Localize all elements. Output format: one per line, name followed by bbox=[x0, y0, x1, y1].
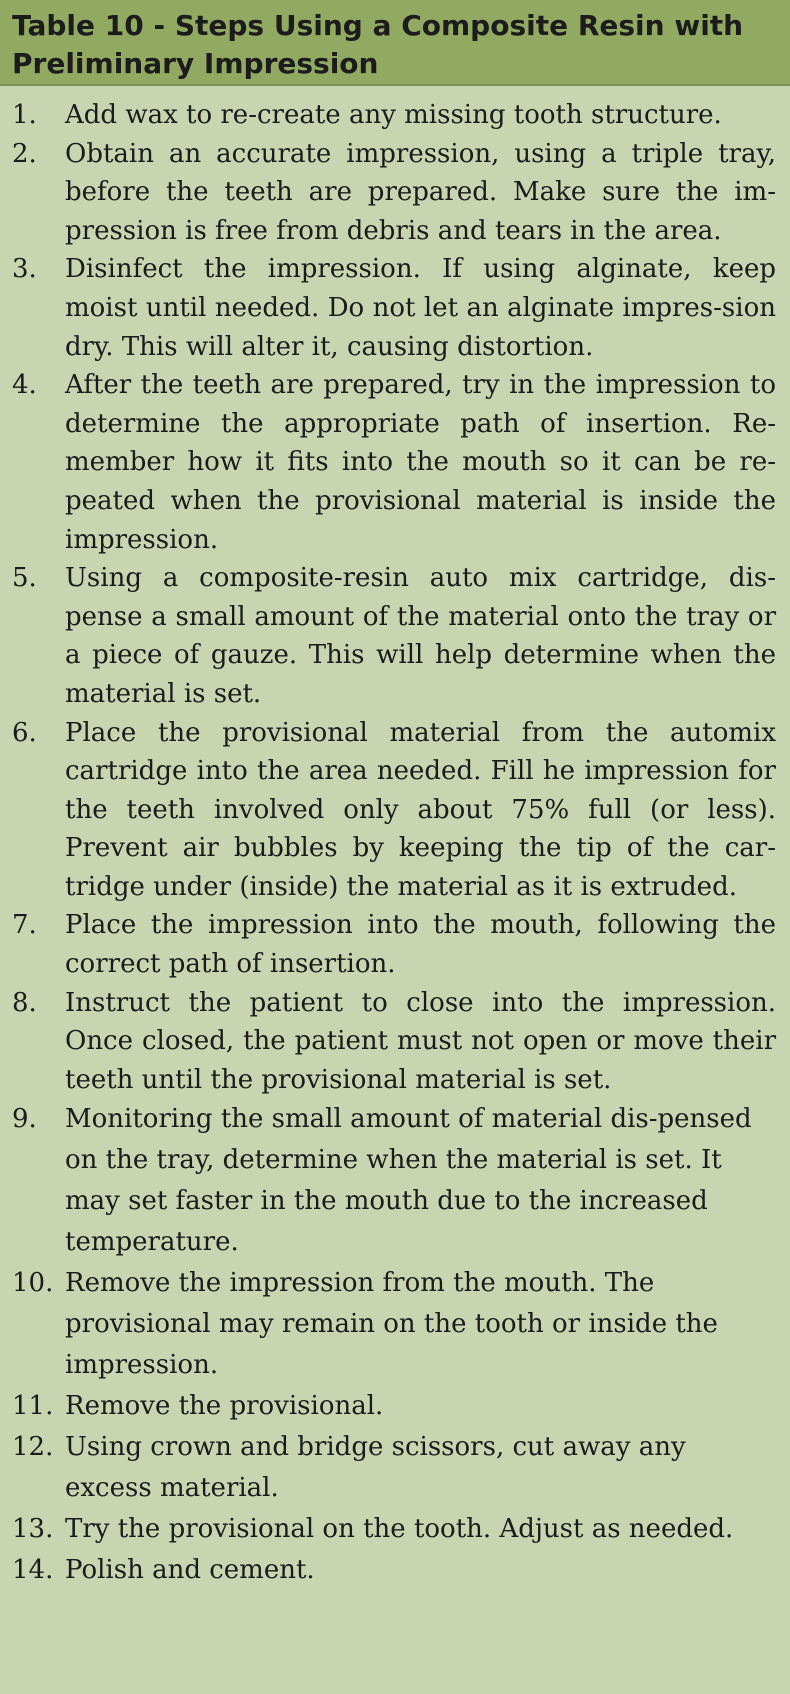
step-number: 8. bbox=[12, 987, 37, 1018]
step-text: Place the provisional material from the automix cartridge into the area needed. Fill he impression for the teeth involved only about 75% full (or less). Prevent air bubbles by keeping the tip of the car-tridge under (inside) the material as it is extruded. bbox=[65, 717, 776, 902]
step-text: Remove the impression from the mouth. The provisional may remain on the tooth or inside the impression. bbox=[65, 1268, 718, 1381]
table-header bbox=[0, 0, 790, 86]
table-title bbox=[12, 7, 778, 83]
table-title-line-1: Table 10 - Steps Using a Composite Resin with bbox=[12, 9, 744, 42]
step-text: Place the impression into the mouth, following the correct path of insertion. bbox=[65, 910, 776, 980]
table-title-line-2: Preliminary Impression bbox=[12, 47, 379, 80]
step-number: 11. bbox=[12, 1391, 54, 1422]
step-item bbox=[12, 1550, 778, 1591]
step-item bbox=[12, 96, 778, 135]
steps-list bbox=[0, 86, 790, 1591]
step-number: 2. bbox=[12, 138, 37, 169]
step-number: 6. bbox=[12, 717, 37, 748]
step-item bbox=[12, 1509, 778, 1550]
step-number: 1. bbox=[12, 100, 37, 130]
step-number: 13. bbox=[12, 1514, 54, 1545]
step-item bbox=[12, 1099, 778, 1263]
step-item bbox=[12, 1386, 778, 1427]
step-item bbox=[12, 135, 778, 251]
step-number: 9. bbox=[12, 1104, 37, 1135]
step-text: Remove the provisional. bbox=[65, 1391, 384, 1422]
step-number: 7. bbox=[12, 910, 37, 941]
step-text: After the teeth are prepared, try in the impression to determine the appropriate path of insertion. Re-member how it fits into the mouth so it can be re-peated when the provisional material is inside the impression. bbox=[65, 370, 776, 555]
step-item bbox=[12, 366, 778, 559]
step-text: Instruct the patient to close into the impression. Once closed, the patient must not open or move their teeth until the provisional material is set. bbox=[65, 987, 776, 1095]
step-item bbox=[12, 1263, 778, 1386]
step-text: Add wax to re-create any missing tooth structure. bbox=[65, 100, 722, 130]
step-item bbox=[12, 1427, 778, 1509]
step-number: 14. bbox=[12, 1555, 54, 1586]
step-item bbox=[12, 984, 778, 1100]
step-number: 5. bbox=[12, 563, 37, 594]
step-text: Polish and cement. bbox=[65, 1555, 315, 1586]
step-number: 4. bbox=[12, 370, 37, 401]
step-text: Monitoring the small amount of material dis-pensed on the tray, determine when the material is set. It may set faster in the mouth due to the increased temperature. bbox=[65, 1104, 752, 1258]
step-number: 12. bbox=[12, 1432, 54, 1463]
step-text: Using crown and bridge scissors, cut away any excess material. bbox=[65, 1432, 686, 1504]
step-text: Obtain an accurate impression, using a triple tray, before the teeth are prepared. Make sure the im-pression is free from debris and tears in the area. bbox=[65, 138, 776, 246]
step-number: 10. bbox=[12, 1268, 54, 1299]
step-item bbox=[12, 250, 778, 366]
step-text: Try the provisional on the tooth. Adjust as needed. bbox=[65, 1514, 734, 1545]
step-number: 3. bbox=[12, 254, 37, 285]
step-text: Disinfect the impression. If using alginate, keep moist until needed. Do not let an alginate impres-sion dry. This will alter it, causing distortion. bbox=[65, 254, 776, 362]
step-item bbox=[12, 714, 778, 907]
step-item bbox=[12, 559, 778, 713]
step-text: Using a composite-resin auto mix cartridge, dis-pense a small amount of the material onto the tray or a piece of gauze. This will help determine when the material is set. bbox=[65, 563, 776, 709]
step-item bbox=[12, 906, 778, 983]
